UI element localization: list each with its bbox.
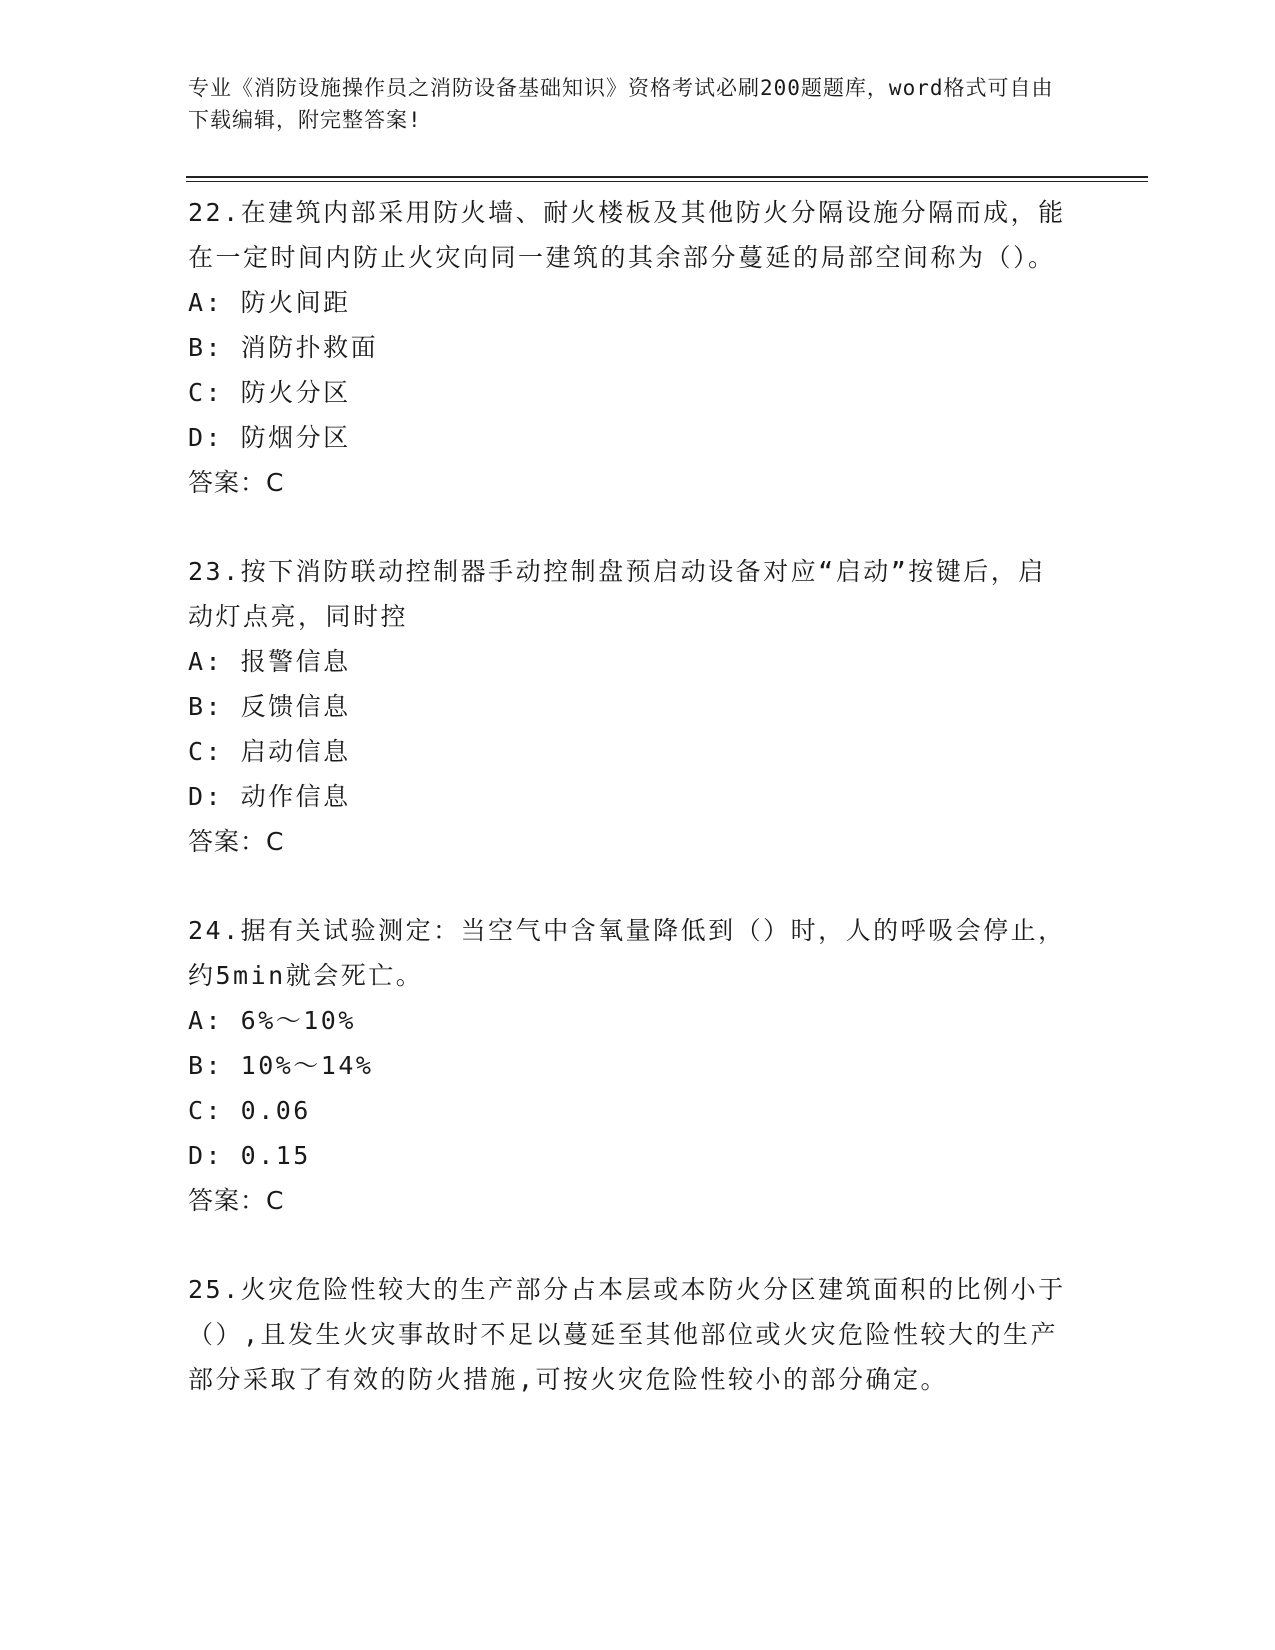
option-d: D: 防烟分区 [188, 423, 351, 452]
document-header: 专业《消防设施操作员之消防设备基础知识》资格考试必刷200题题库，word格式可自由下载编辑，附完整答案! [188, 76, 1054, 132]
option-a: A: 6%～10% [188, 1006, 356, 1035]
option-c: C: 防火分区 [188, 378, 351, 407]
question-22 [188, 190, 1068, 505]
option-c: C: 启动信息 [188, 737, 351, 766]
question-24 [188, 908, 1068, 1223]
question-stem: 23.按下消防联动控制器手动控制盘预启动设备对应“启动”按键后，启动灯点亮，同时控 [188, 557, 1046, 631]
question-list [188, 190, 1068, 1446]
answer-line: 答案：C [188, 1186, 285, 1215]
option-b: B: 反馈信息 [188, 692, 351, 721]
header-rule-thick [186, 176, 1148, 178]
question-stem: 24.据有关试验测定：当空气中含氧量降低到（）时，人的呼吸会停止，约5min就会死亡。 [188, 916, 1066, 990]
option-c: C: 0.06 [188, 1096, 311, 1125]
answer-line: 答案：C [188, 468, 285, 497]
question-stem: 22.在建筑内部采用防火墙、耐火楼板及其他防火分隔设施分隔而成，能在一定时间内防止火灾向同一建筑的其余部分蔓延的局部空间称为（）。 [188, 198, 1066, 272]
option-d: D: 动作信息 [188, 782, 351, 811]
option-b: B: 10%～14% [188, 1051, 374, 1080]
option-b: B: 消防扑救面 [188, 333, 379, 362]
header-rule-thin [186, 181, 1148, 182]
option-a: A: 报警信息 [188, 647, 351, 676]
option-d: D: 0.15 [188, 1141, 311, 1170]
option-a: A: 防火间距 [188, 288, 351, 317]
answer-line: 答案：C [188, 827, 285, 856]
question-stem: 25.火灾危险性较大的生产部分占本层或本防火分区建筑面积的比例小于（）,且发生火灾事故时不足以蔓延至其他部位或火灾危险性较大的生产部分采取了有效的防火措施,可按火灾危险性较小的部分确定。 [188, 1275, 1066, 1394]
question-25 [188, 1267, 1068, 1402]
question-23 [188, 549, 1068, 864]
